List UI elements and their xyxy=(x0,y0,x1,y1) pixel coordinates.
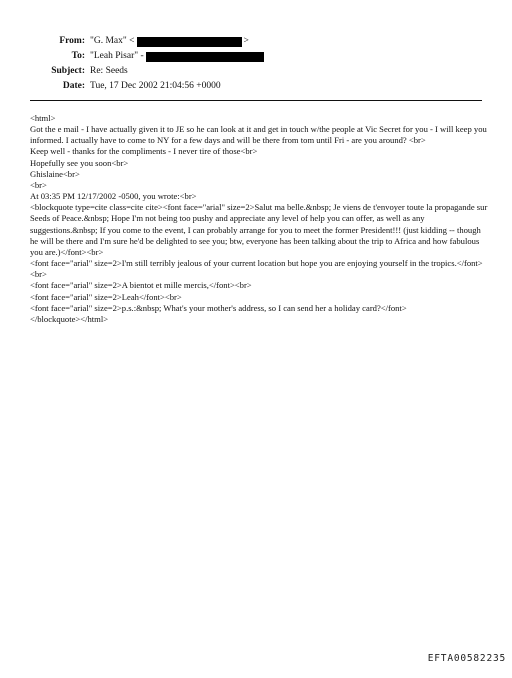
body-line: <font face="arial" size=2>A bientot et mille mercis,</font><br> xyxy=(30,280,252,291)
body-line: Got the e mail - I have actually given it to JE so he can look at it and get in touch w/the people at Vic Secret for you - I will keep you informed. I actually have to come to NY for a few days and will be there from tom until Fri - are you around? <br> xyxy=(30,124,487,146)
body-line: <font face="arial" size=2>I'm still terribly jealous of your current location but hope you are enjoying yourself in the tropics.</font><br> xyxy=(30,258,483,280)
subject-label: Subject: xyxy=(51,66,85,76)
body-line: Hopefully see you soon<br> xyxy=(30,157,129,168)
redaction-bar xyxy=(137,37,242,47)
document-id: EFTA00582235 xyxy=(427,653,506,664)
body-line: Ghislaine<br> xyxy=(30,168,80,179)
date-value: Tue, 17 Dec 2002 21:04:56 +0000 xyxy=(90,81,221,91)
date-label: Date: xyxy=(62,81,85,91)
email-header xyxy=(30,34,490,94)
from-name: "G. Max" < xyxy=(90,36,135,46)
redaction-bar xyxy=(146,52,264,62)
body-line: </blockquote></html> xyxy=(30,313,109,324)
to-value xyxy=(90,49,266,64)
subject-value: Re: Seeds xyxy=(90,66,128,76)
body-line: <blockquote type=cite class=cite cite><font face="arial" size=2>Salut ma belle.&nbsp; Je viens de t'envoyer toute la propagande sur Seeds of Peace.&nbsp; Hope I'm not being too pushy and appreciate any level of help you can offer, as well as any suggestions.&nbsp; If you come to the event, I can probably arrange for you to meet the former President!!! (just kidding -- though he will be there and I'm sure he'd be delighted to see you; btw, everyone has been talking about the trip to Africa and how fabulous you are.)</font><br> xyxy=(30,202,488,257)
body-line: Keep well - thanks for the compliments - I never tire of those<br> xyxy=(30,146,258,157)
to-label: To: xyxy=(71,51,85,61)
body-line: <font face="arial" size=2>p.s.:&nbsp; What's your mother's address, so I can send her a holiday card?</font> xyxy=(30,302,407,313)
body-line: At 03:35 PM 12/17/2002 -0500, you wrote:<br> xyxy=(30,191,197,202)
from-tail: > xyxy=(243,36,249,46)
date-row xyxy=(30,79,490,94)
body-line: <html> xyxy=(30,113,56,123)
email-body xyxy=(30,113,488,325)
from-label: From: xyxy=(59,36,85,46)
to-name: "Leah Pisar" - xyxy=(90,51,144,61)
subject-row xyxy=(30,64,490,79)
to-row xyxy=(30,49,490,64)
body-line: <font face="arial" size=2>Leah</font><br> xyxy=(30,291,182,302)
from-value xyxy=(90,34,249,49)
header-divider xyxy=(30,100,482,101)
from-row xyxy=(30,34,490,49)
body-line: <br> xyxy=(30,179,47,190)
